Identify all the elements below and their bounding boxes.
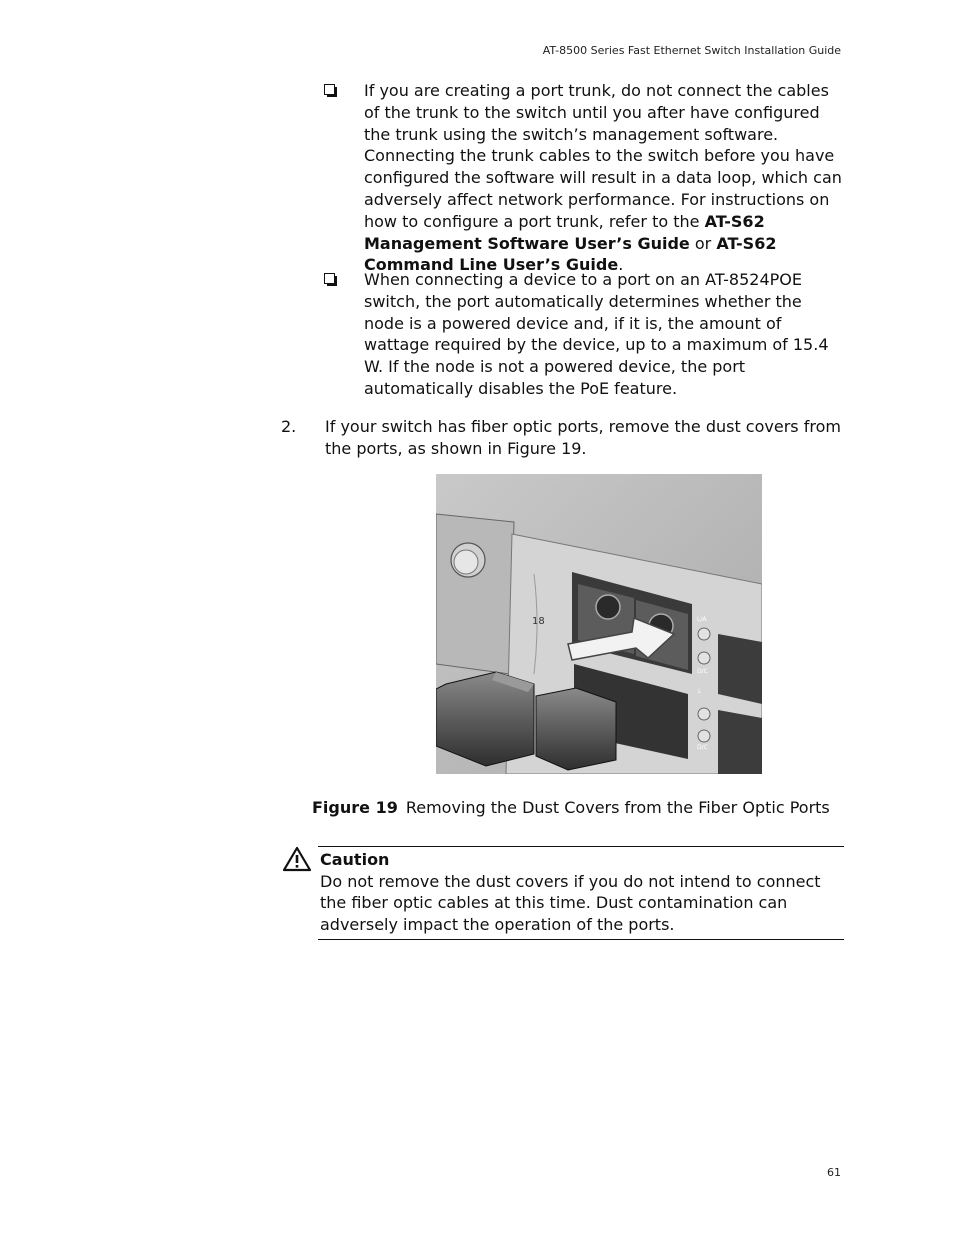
figure-caption-text: Removing the Dust Covers from the Fiber Optic Ports	[405, 798, 830, 817]
led-label-l: L	[698, 688, 702, 695]
checkbox-bullet-icon	[324, 273, 335, 284]
led-label-dc-upper: D/C	[697, 668, 708, 675]
step-text: If your switch has fiber optic ports, remove the dust covers from the ports, as shown in Figure 19.	[325, 417, 841, 458]
caution-box	[318, 846, 844, 940]
page-number: 61	[827, 1166, 841, 1179]
step-2	[281, 416, 842, 460]
bullet-text-part: or	[689, 233, 717, 253]
dust-cover-illustration	[436, 474, 762, 774]
step-number: 2.	[281, 417, 297, 436]
warning-triangle-icon	[282, 846, 312, 876]
running-header: AT-8500 Series Fast Ethernet Switch Installation Guide	[542, 44, 841, 57]
guide-title-management: AT-S62 Management Software User’s Guide	[364, 211, 765, 253]
bullet-text: When connecting a device to a port on an AT-8524POE switch, the port automatically determines whether the node is a powered device and, if it is, the amount of wattage required by the device, up to a maximum of 15.4 W. If the node is not a powered device, the port automatically disables the PoE feature.	[364, 270, 829, 398]
figure-caption	[312, 798, 830, 817]
guide-title-cli: AT-S62 Command Line User’s Guide	[364, 233, 777, 275]
figure-dust-covers	[436, 474, 762, 778]
caution-text: Do not remove the dust covers if you do not intend to connect the fiber optic cables at this time. Dust contamination can adversely impact the operation of the ports.	[320, 871, 821, 934]
caution-title: Caution	[320, 850, 390, 869]
bullet-text	[364, 80, 842, 276]
bullet-text-part: If you are creating a port trunk, do not connect the cables of the trunk to the switch until you after have configured the trunk using the switch’s management software. Connecting the trunk cables to the switch before you have configured the software will result in a data loop, which can adversely affect network performance. For instructions on how to configure a port trunk, refer to the	[364, 81, 842, 231]
checkbox-bullet-icon	[324, 84, 335, 95]
port-number-label: 18	[532, 616, 545, 627]
bullet-text-part: .	[618, 255, 624, 275]
bullet-poe	[324, 269, 842, 400]
bullet-port-trunk	[324, 80, 842, 276]
figure-label: Figure 19	[312, 798, 398, 817]
led-label-dc-lower: D/C	[697, 744, 708, 751]
led-label-la: L/A	[697, 616, 707, 623]
